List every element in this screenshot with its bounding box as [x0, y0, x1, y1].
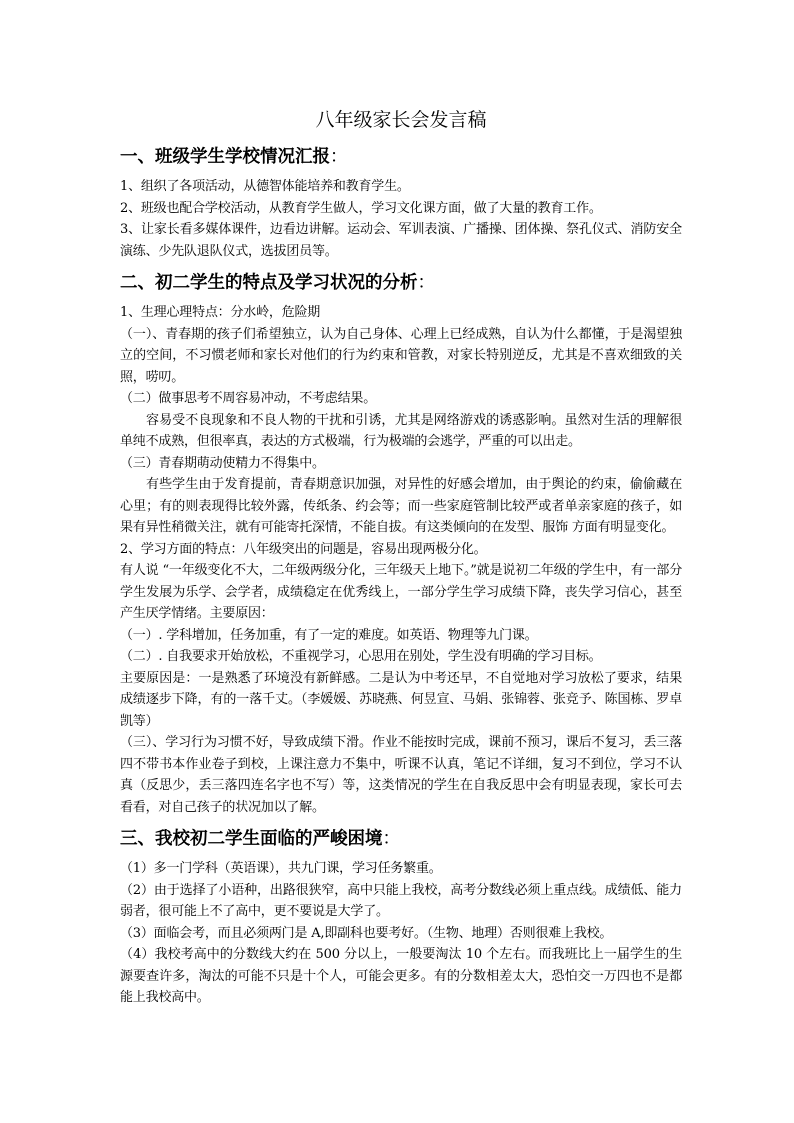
paragraph: 容易受不良现象和不良人物的干扰和引诱，尤其是网络游戏的诱惑影响。虽然对生活的理解很单纯不成熟，但很率真，表达的方式极端，行为极端的会逃学，严重的可以出走。	[120, 412, 682, 449]
section-2-heading-colon: ：	[417, 273, 435, 293]
paragraph: 1、生理心理特点：分水岭，危险期	[120, 305, 321, 320]
section-2-heading-text: 二、初二学生的特点及学习状况的分析	[120, 273, 418, 293]
paragraph: 有些学生由于发育提前，青春期意识加强，对异性的好感会增加，由于舆论的约束，偷偷藏在心里；有的则表现得比较外露，传纸条、约会等；而一些家庭管制比较严或者单亲家庭的孩子，如果有异性稍微关注，就有可能寄托深情，不能自拔。有这类倾向的在发型、服饰 方面有明显变化。	[120, 477, 682, 535]
paragraph: （1）多一门学科（英语课），共九门课，学习任务繁重。	[120, 861, 442, 876]
section-2-body	[120, 302, 682, 818]
section-3-heading-text: 三、我校初二学生面临的严峻困境	[120, 829, 383, 849]
paragraph: （三）、学习行为习惯不好，导致成绩下滑。作业不能按时完成，课前不预习，课后不复习，丢三落四不带书本作业卷子到校，上课注意力不集中，听课不认真，笔记不详细，复习不到位，学习不认真（反思少，丢三落四连名字也不写）等，这类情况的学生在自我反思中会有明显表现，家长可去看看，对自己孩子的状况加以了解。	[120, 735, 682, 815]
paragraph: 3、让家长看多媒体课件，边看边讲解。运动会、军训表演、广播操、团体操、祭孔仪式、消防安全演练、少先队退队仪式，选拔团员等。	[120, 222, 682, 259]
section-1-heading	[120, 144, 682, 170]
section-2-heading	[120, 270, 682, 296]
paragraph: 2、班级也配合学校活动，从教育学生做人，学习文化课方面，做了大量的教育工作。	[120, 200, 602, 216]
section-3-heading	[120, 826, 682, 852]
page-title: 八年级家长会发言稿	[315, 109, 487, 131]
paragraph: 2、学习方面的特点：八年级突出的问题是，容易出现两极分化。	[120, 541, 487, 557]
paragraph: （4）我校考高中的分数线大约在 500 分以上，一般要淘汰 10 个左右。而我班比上一届学生的生源要查许多，淘汰的可能不只是十个人，可能会更多。有的分数相差太大，恐怕交一万四也不是都能上我校高中。	[120, 947, 682, 1005]
paragraph: （一）. 学科增加，任务加重，有了一定的难度。如英语、物理等九门课。	[120, 627, 538, 643]
section-3-heading-colon: ：	[382, 829, 400, 849]
section-1-body	[120, 176, 682, 262]
paragraph: （二）. 自我要求开始放松，不重视学习，心思用在别处，学生没有明确的学习目标。	[120, 649, 602, 664]
section-1-heading-colon: ：	[330, 147, 348, 167]
section-3-body	[120, 858, 682, 1009]
paragraph: 1、组织了各项活动，从德智体能培养和教育学生。	[120, 179, 410, 194]
paragraph: （2）由于选择了小语种，出路很狭窄，高中只能上我校，高考分数线必须上重点线。成绩低、能力弱者，很可能上不了高中，更不要说是大学了。	[120, 882, 682, 919]
paragraph: 有人说 “一年级变化不大，二年级两级分化，三年级天上地下。”就是说初二年级的学生中，有一部分学生发展为乐学、会学者，成绩稳定在优秀线上，一部分学生学习成绩下降，丧失学习信心，甚至产生厌学情绪。主要原因：	[120, 563, 682, 621]
paragraph: （二）做事思考不周容易冲动，不考虑结果。	[120, 391, 377, 406]
paragraph: （一）、青春期的孩子们希望独立，认为自己身体、心理上已经成熟，自认为什么都懂，于是渴望独立的空间，不习惯老师和家长对他们的行为约束和管教，对家长特别逆反，尤其是不喜欢细致的关照，唠叨。	[120, 326, 682, 385]
paragraph: 主要原因是：一是熟悉了环境没有新鲜感。二是认为中考还早，不自觉地对学习放松了要求，结果成绩逐步下降，有的一落千丈。（李媛媛、苏晓燕、何昱宣、马娟、张锦蓉、张竞予、陈国栋、罗卓凯等）	[120, 670, 682, 729]
paragraph: （三）青春期萌动使精力不得集中。	[120, 455, 325, 471]
section-1-heading-text: 一、班级学生学校情况汇报	[120, 147, 330, 167]
paragraph: （3）面临会考，而且必须两门是 A,即副科也要考好。（生物、地理）否则很难上我校。	[120, 925, 613, 941]
